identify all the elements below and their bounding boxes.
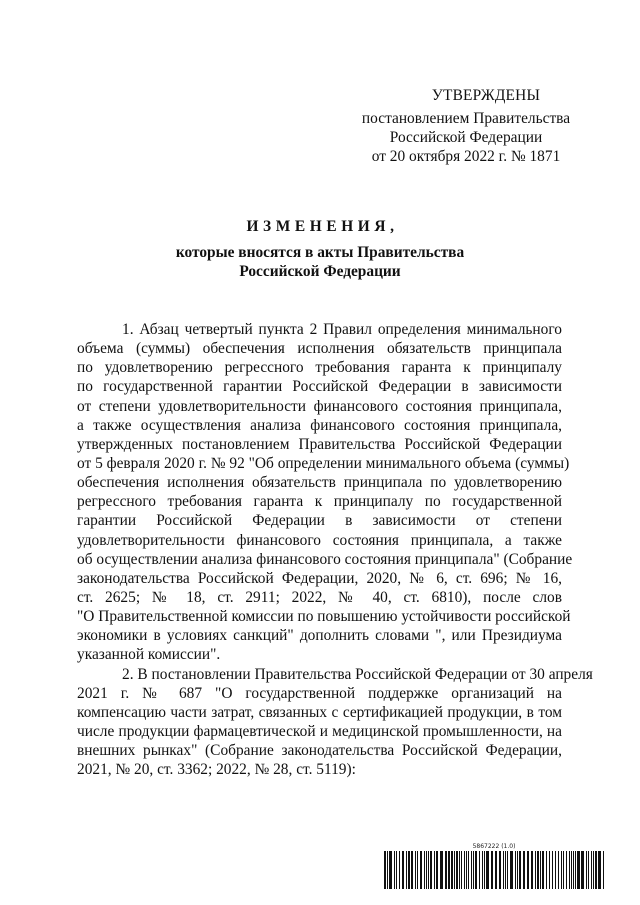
barcode-bar [552, 851, 553, 889]
document-subtitle [0, 243, 640, 281]
document-body [77, 320, 593, 779]
paragraph-line: 2021 г. № 687 "О государственной поддержке организаций на [77, 684, 562, 702]
paragraph-line: по удовлетворению регрессного требования гаранта к принципалу [77, 359, 562, 377]
barcode-bar [591, 851, 592, 889]
barcode-bar [384, 851, 386, 889]
barcode-bar [563, 851, 564, 889]
paragraph-line: 2. В постановлении Правительства Российской Федерации от 30 апреля [122, 665, 593, 683]
paragraph-line: компенсацию части затрат, связанных с сертификацией продукции, в том [77, 703, 562, 721]
paragraph [77, 665, 593, 780]
barcode-bar [430, 851, 432, 889]
paragraph-line: гарантии Российской Федерации в зависимости от степени [77, 512, 562, 530]
barcode-bar [428, 851, 429, 889]
barcode-bar [505, 851, 506, 889]
barcode-bar [473, 851, 474, 889]
barcode-bar [454, 851, 455, 889]
barcode-bar [595, 851, 597, 889]
paragraph-line: от степени удовлетворительности финансового состояния принципала, [77, 397, 562, 415]
paragraph-line: от 5 февраля 2020 г. № 92 "Об определении минимального объема (суммы) [77, 454, 570, 472]
barcode-bars [382, 851, 606, 891]
approval-line: от 20 октября 2022 г. № 1871 [371, 148, 561, 165]
barcode-bar [424, 851, 425, 889]
barcode-bar [527, 851, 529, 889]
barcode-bar [420, 851, 422, 889]
barcode-bar [456, 851, 458, 889]
approval-block [336, 86, 596, 166]
barcode-bar [561, 851, 562, 889]
barcode-bar [459, 851, 460, 889]
barcode-bar [531, 851, 533, 889]
subtitle-line: Российской Федерации [239, 263, 401, 280]
paragraph-line: ст. 2625; № 18, ст. 2911; 2022, № 40, ст. 6810), после слов [77, 588, 562, 606]
barcode-bar [402, 851, 404, 889]
paragraph-line: экономики в условиях санкций" дополнить словами ", или Президиума [77, 627, 562, 645]
barcode-bar [484, 851, 485, 889]
barcode-bar [464, 851, 465, 889]
barcode-bar [510, 851, 513, 889]
paragraph-line: внешних рынках" (Собрание законодательства Российской Федерации, [77, 742, 562, 760]
barcode-bar [503, 851, 504, 889]
barcode-bar [515, 851, 516, 889]
paragraph-line: числе продукции фармацевтической и медицинской промышленности, на [77, 722, 562, 740]
barcode-bar [466, 851, 467, 889]
barcode-bar [555, 851, 556, 889]
barcode-bar [499, 851, 501, 889]
barcode-bar [387, 851, 388, 889]
barcode-bar [394, 851, 395, 889]
barcode-bar [440, 851, 443, 889]
barcode-bar [558, 851, 559, 889]
approval-line: постановлением Правительства [361, 110, 571, 127]
paragraph-line: 1. Абзац четвертый пункта 2 Правил определения минимального [122, 321, 562, 338]
barcode-bar [491, 851, 493, 889]
barcode-bar [471, 851, 472, 889]
paragraph-line: "О Правительственной комиссии по повышению устойчивости российской [77, 608, 571, 626]
barcode-bar [468, 851, 469, 889]
barcode-bar [426, 851, 427, 889]
barcode-bar [448, 851, 450, 889]
barcode-bar [519, 851, 521, 889]
barcode-bar [479, 851, 480, 889]
barcode-bar [569, 851, 570, 889]
paragraph-line: а также осуществления анализа финансового состояния принципала, [77, 416, 562, 434]
barcode-bar [507, 851, 508, 889]
barcode-bar [406, 851, 407, 889]
barcode-bar [598, 851, 601, 889]
barcode-bar [540, 851, 541, 889]
barcode-bar [603, 851, 604, 889]
barcode-bar [549, 851, 550, 889]
paragraph-line: объема (суммы) обеспечения исполнения обязательств принципала [77, 340, 562, 358]
approval-heading: УТВЕРЖДЕНЫ [431, 87, 541, 104]
barcode-bar [451, 851, 453, 889]
barcode-bar [417, 851, 418, 889]
barcode-bar [588, 851, 589, 889]
paragraph-line: утвержденных постановлением Правительства Российской Федерации [77, 435, 562, 453]
barcode-bar [399, 851, 400, 889]
document-title: ИЗМЕНЕНИЯ, [246, 218, 399, 235]
paragraph-line: законодательства Российской Федерации, 2020, № 6, ст. 696; № 16, [77, 569, 562, 587]
barcode-bar [586, 851, 587, 889]
barcode-bar [436, 851, 438, 889]
barcode-bar [411, 851, 413, 889]
barcode-bar [461, 851, 462, 889]
paragraph-line: удовлетворительности финансового состояния принципала, а также [77, 531, 562, 549]
barcode-bar [593, 851, 594, 889]
barcode-bar [486, 851, 489, 889]
barcode-bar [573, 851, 574, 889]
barcode-bar [396, 851, 397, 889]
paragraph-line: 2021, № 20, ст. 3362; 2022, № 28, ст. 5119): [77, 761, 356, 779]
barcode-bar [566, 851, 567, 889]
barcode-bar [415, 851, 416, 889]
barcode-bar [475, 851, 477, 889]
approval-line: Российской Федерации [389, 129, 543, 146]
paragraph-line: обеспечения исполнения обязательств принципала по удовлетворению [77, 474, 562, 492]
barcode-bar [517, 851, 518, 889]
barcode-bar [482, 851, 483, 889]
paragraph-line: указанной комиссии". [77, 646, 221, 664]
barcode-bar [542, 851, 544, 889]
barcode-bar [495, 851, 497, 889]
paragraph-line: регрессного требования гаранта к принципалу по государственной [77, 493, 562, 511]
barcode-bar [535, 851, 536, 889]
barcode-bar [408, 851, 410, 889]
barcode-bar [577, 851, 580, 889]
barcode-bar [575, 851, 576, 889]
paragraph-line: об осуществлении анализа финансового состояния принципала" (Собрание [77, 550, 573, 568]
barcode-bar [546, 851, 547, 889]
barcode-bar [445, 851, 447, 889]
barcode-bar [523, 851, 525, 889]
barcode-bar [571, 851, 572, 889]
barcode-bar [434, 851, 435, 889]
barcode-bar [581, 851, 584, 889]
barcode-bar [537, 851, 539, 889]
subtitle-line: которые вносятся в акты Правительства [175, 244, 465, 261]
barcode-label: 5867222 (1.0) [472, 843, 516, 850]
paragraph-line: по государственной гарантии Российской Федерации в зависимости [77, 378, 562, 396]
paragraph [77, 320, 573, 665]
barcode [382, 843, 606, 893]
barcode-bar [389, 851, 392, 889]
